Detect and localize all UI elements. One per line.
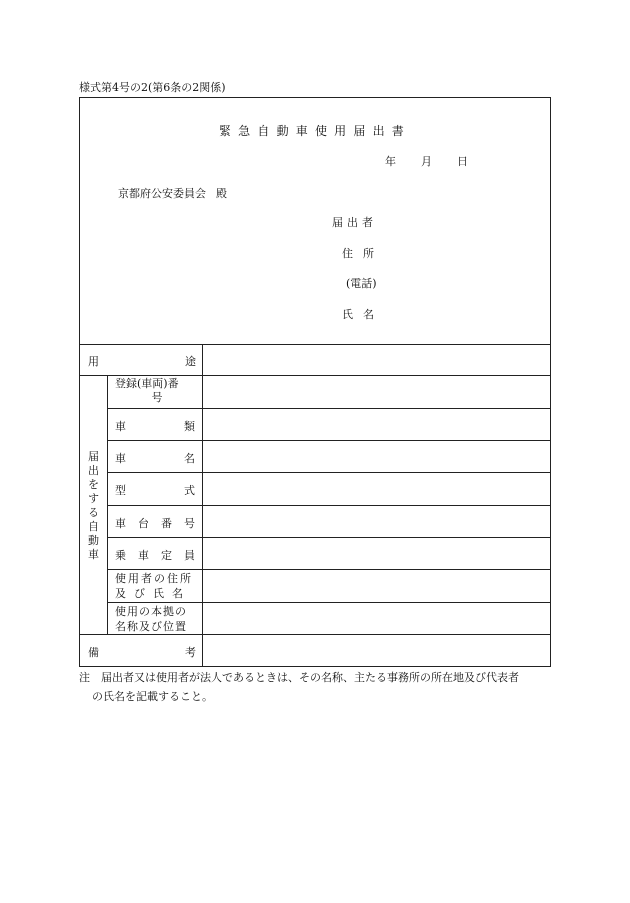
vehicle-group-label-char: を <box>88 477 99 491</box>
date-day-label: 日 <box>457 155 468 168</box>
row-chassis-number <box>107 506 550 538</box>
row-vehicle-name <box>107 441 550 473</box>
row-registration-number <box>107 376 550 409</box>
vehicle-group-label-char: る <box>88 505 99 519</box>
capacity-label-char4: 員 <box>184 549 195 562</box>
name-label: 氏名 <box>342 308 384 321</box>
user-address-label <box>115 571 199 601</box>
capacity-label-char3: 定 <box>161 549 172 562</box>
model-label-second: 式 <box>184 484 195 497</box>
registration-number-label-line1: 登録(車両)番 <box>115 377 179 390</box>
model-label-first: 型 <box>115 484 126 497</box>
remarks-label-first: 備 <box>88 646 99 659</box>
footnote-line1: 注 届出者又は使用者が法人であるときは、その名称、主たる事務所の所在地及び代表者 <box>79 671 519 684</box>
footnote <box>79 668 559 706</box>
vehicle-group-label-char: す <box>88 491 99 505</box>
vehicle-group-label-char: 出 <box>88 463 99 477</box>
row-remarks <box>80 635 550 667</box>
footnote-line2: の氏名を記載すること。 <box>92 690 213 703</box>
chassis-number-label-char3: 番 <box>161 517 172 530</box>
address-label: 住所 <box>342 247 384 260</box>
phone-label: (電話) <box>346 277 377 290</box>
registration-number-label-line2: 号 <box>151 391 163 404</box>
model-label <box>115 482 195 498</box>
base-location-label <box>115 604 199 634</box>
vehicle-name-label <box>115 450 195 466</box>
form-title: 緊急自動車使用届出書 <box>218 124 411 138</box>
vehicle-group-label-char: 動 <box>88 533 99 547</box>
notification-form <box>79 97 551 667</box>
vehicle-name-label-second: 名 <box>184 452 195 465</box>
vehicle-group-label-char: 届 <box>88 449 99 463</box>
date-month-label: 月 <box>421 155 432 168</box>
registration-number-label <box>115 377 199 405</box>
purpose-label-first: 用 <box>88 355 99 368</box>
date-year-label: 年 <box>385 155 396 168</box>
base-location-label-line2: 名称及び位置 <box>115 620 187 633</box>
row-purpose <box>80 344 550 376</box>
purpose-label <box>88 353 196 369</box>
chassis-number-label-char1: 車 <box>115 517 126 530</box>
remarks-label <box>88 644 196 660</box>
group-bottom-border <box>80 603 107 635</box>
addressee-honorific: 殿 <box>216 187 227 200</box>
capacity-label <box>115 547 195 563</box>
user-address-label-line2: 及び氏名 <box>115 587 191 600</box>
row-model <box>107 473 550 506</box>
purpose-label-second: 途 <box>185 355 196 368</box>
chassis-number-label-char2: 台 <box>138 517 149 530</box>
addressee-name: 京都府公安委員会 <box>118 187 206 200</box>
vehicle-group-label <box>80 376 107 635</box>
addressee <box>118 185 227 201</box>
user-address-label-line1: 使用者の住所 <box>115 572 193 585</box>
row-user-address <box>107 570 550 603</box>
base-location-label-line1: 使用の本拠の <box>115 605 187 618</box>
vehicle-type-label-second: 類 <box>184 420 195 433</box>
remarks-label-second: 考 <box>185 646 196 659</box>
vehicle-group-label-char: 車 <box>88 547 99 561</box>
vehicle-name-label-first: 車 <box>115 452 126 465</box>
vehicle-type-label-first: 車 <box>115 420 126 433</box>
row-capacity <box>107 538 550 570</box>
row-base-location <box>107 603 550 635</box>
row-vehicle-type <box>107 409 550 441</box>
vehicle-group-label-char: 自 <box>88 519 99 533</box>
chassis-number-label <box>115 515 195 531</box>
form-number-label: 様式第4号の2(第6条の2関係) <box>79 81 226 94</box>
capacity-label-char2: 車 <box>138 549 149 562</box>
form-header <box>80 98 550 345</box>
vehicle-type-label <box>115 418 195 434</box>
capacity-label-char1: 乗 <box>115 549 126 562</box>
notifier-heading: 届出者 <box>332 216 377 229</box>
chassis-number-label-char4: 号 <box>184 517 195 530</box>
